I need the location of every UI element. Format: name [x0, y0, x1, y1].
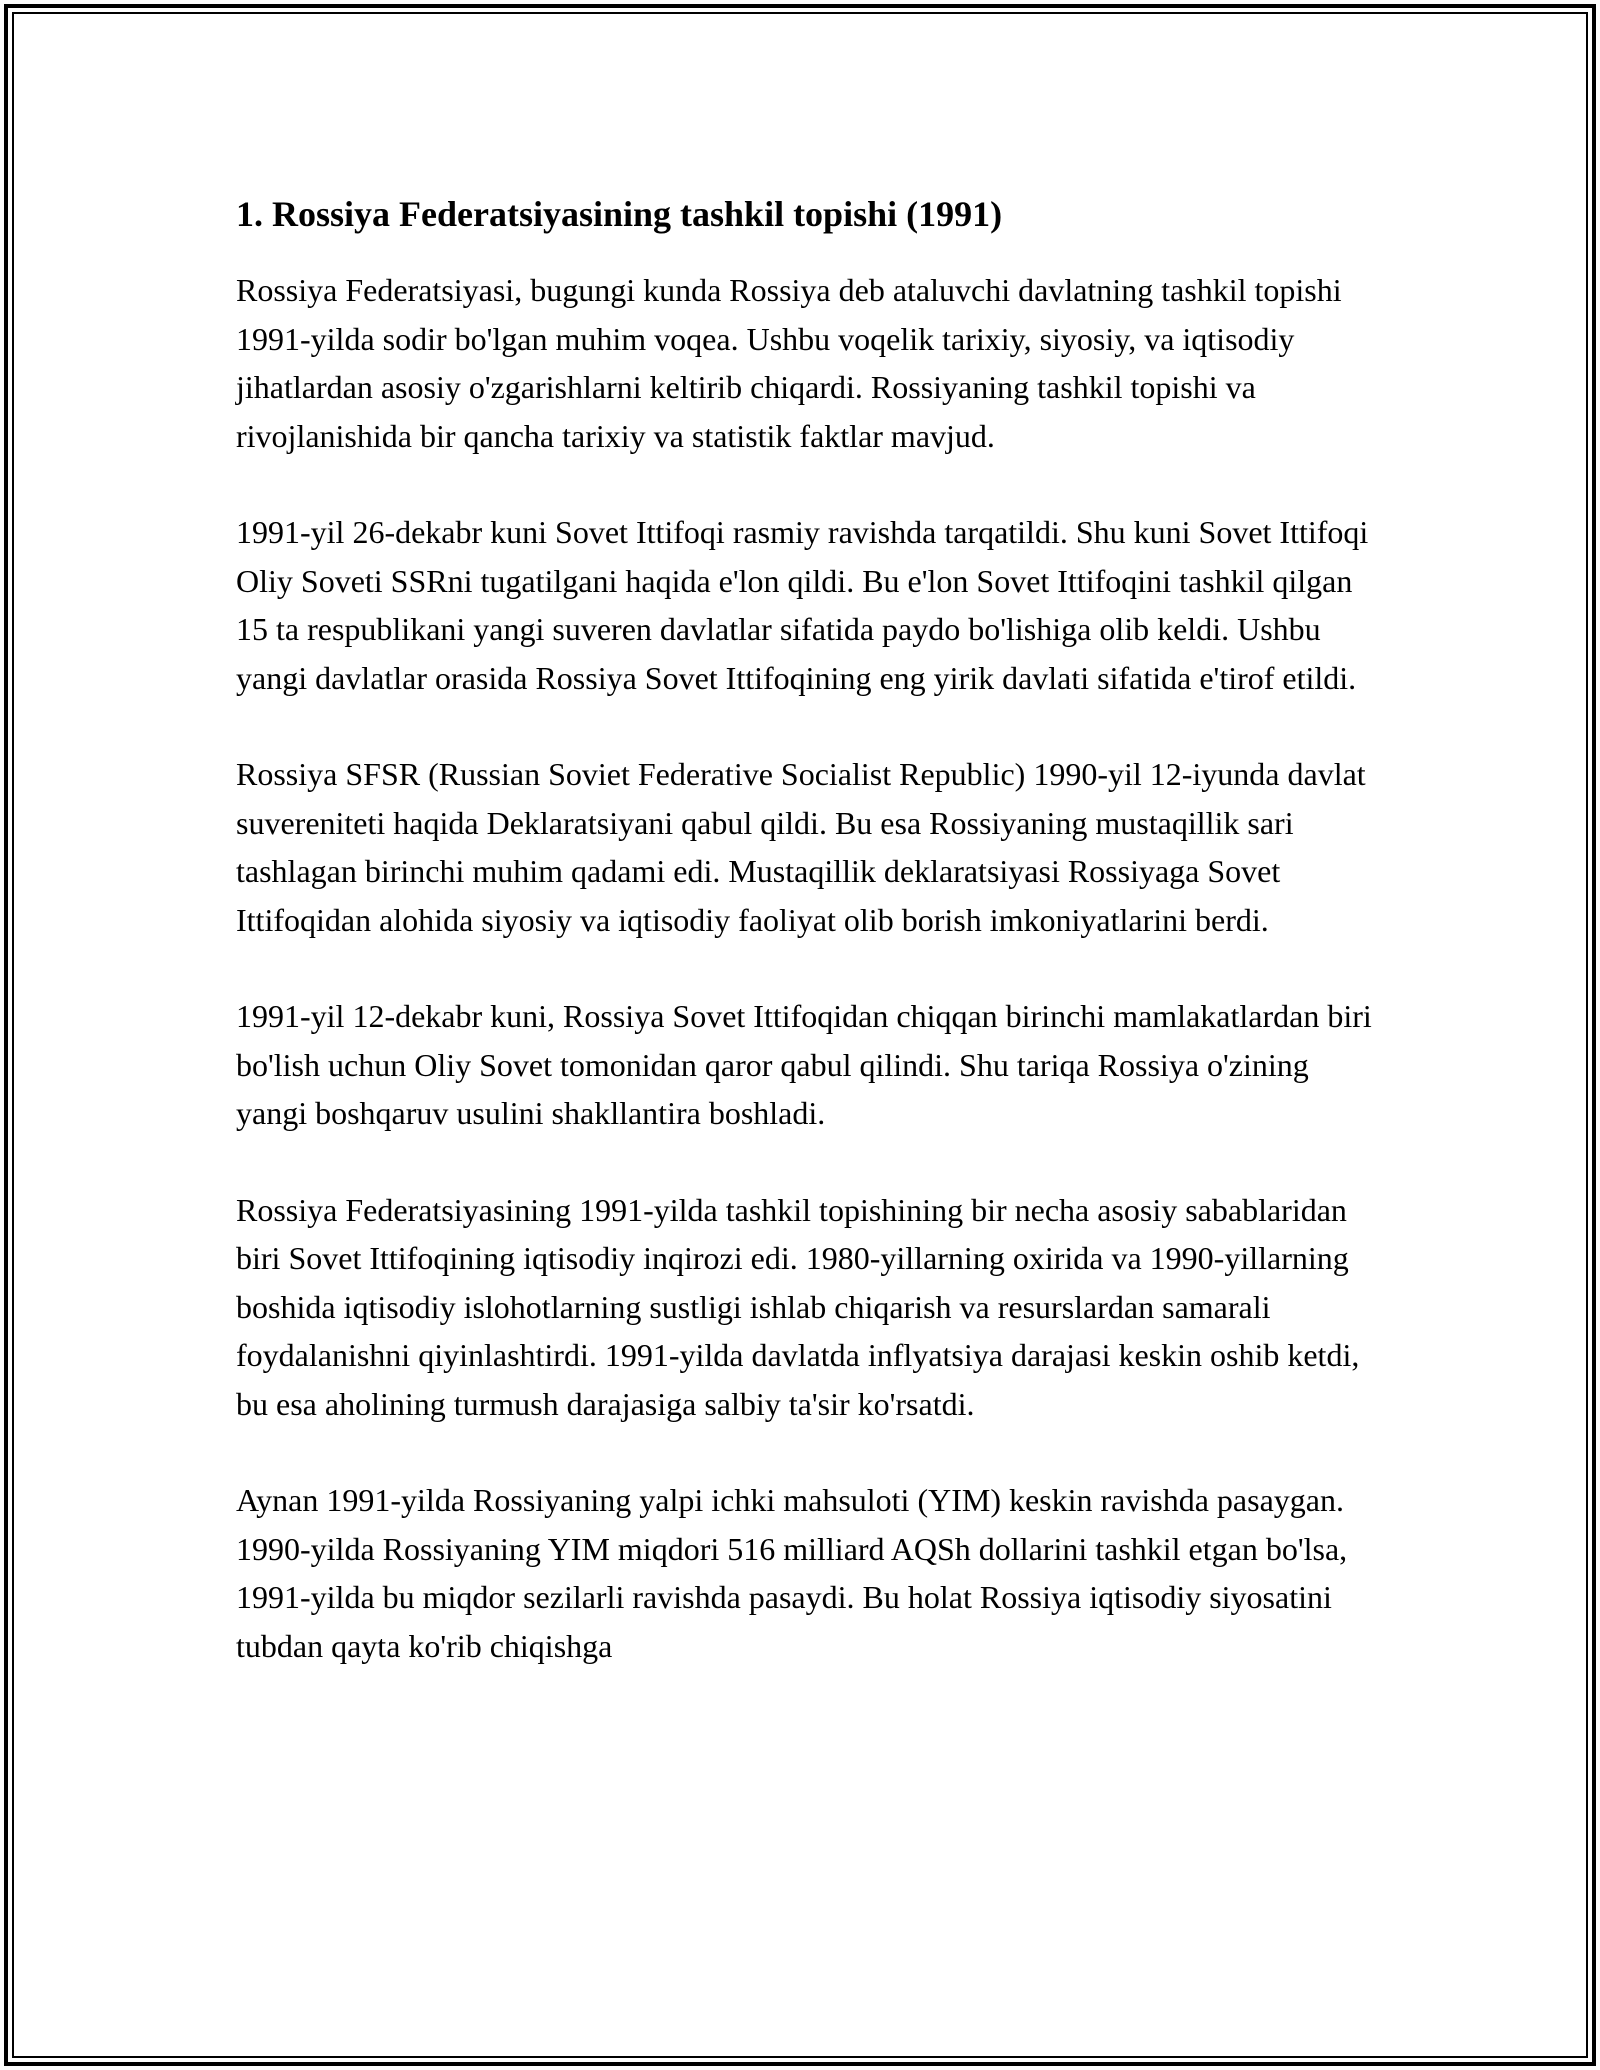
paragraph-6: Aynan 1991-yilda Rossiyaning yalpi ichki mahsuloti (YIM) keskin ravishda pasaygan. 1990-yilda Rossiyaning YIM miqdori 516 milliard AQSh dollarini tashkil etgan bo'lsa, 1991-yilda bu miqdor sezilarli ravishda pasaydi. Bu holat Rossiya iqtisodiy siyosatini tubdan qayta ko'rib chiqishga: [236, 1482, 1348, 1664]
paragraph-5: Rossiya Federatsiyasining 1991-yilda tashkil topishining bir necha asosiy sabablaridan biri Sovet Ittifoqining iqtisodiy inqirozi edi. 1980-yillarning oxirida va 1990-yillarning boshida iqtisodiy islohotlarning sustligi ishlab chiqarish va resurslardan samarali foydalanishni qiyinlashtirdi. 1991-yilda davlatda inflyatsiya darajasi keskin oshib ketdi, bu esa aholining turmush darajasiga salbiy ta'sir ko'rsatdi.: [236, 1191, 1360, 1422]
paragraph-2: 1991-yil 26-dekabr kuni Sovet Ittifoqi rasmiy ravishda tarqatildi. Shu kuni Sovet Ittifoqi Oliy Soveti SSRni tugatilgani haqida e'lon qildi. Bu e'lon Sovet Ittifoqini tashkil qilgan 15 ta respublikani yangi suveren davlatlar sifatida paydo bo'lishiga olib keldi. Ushbu yangi davlatlar orasida Rossiya Sovet Ittifoqining eng yirik davlati sifatida e'tirof etildi.: [236, 514, 1369, 696]
section-heading: 1. Rossiya Federatsiyasining tashkil topishi (1991): [236, 194, 1003, 234]
paragraph-4: 1991-yil 12-dekabr kuni, Rossiya Sovet Ittifoqidan chiqqan birinchi mamlakatlardan biri bo'lish uchun Oliy Sovet tomonidan qaror qabul qilindi. Shu tariqa Rossiya o'zining yangi boshqaruv usulini shakllantira boshladi.: [236, 998, 1372, 1131]
paragraph-3: Rossiya SFSR (Russian Soviet Federative Socialist Republic) 1990-yil 12-iyunda davlat suvereniteti haqida Deklaratsiyani qabul qildi. Bu esa Rossiyaning mustaqillik sari tashlagan birinchi muhim qadami edi. Mustaqillik deklaratsiyasi Rossiyaga Sovet Ittifoqidan alohida siyosiy va iqtisodiy faoliyat olib borish imkoniyatlarini berdi.: [236, 756, 1366, 938]
document-body: [236, 188, 1376, 1718]
paragraph-1: Rossiya Federatsiyasi, bugungi kunda Rossiya deb ataluvchi davlatning tashkil topishi 1991-yilda sodir bo'lgan muhim voqea. Ushbu voqelik tarixiy, siyosiy, va iqtisodiy jihatlardan asosiy o'zgarishlarni keltirib chiqardi. Rossiyaning tashkil topishi va rivojlanishida bir qancha tarixiy va statistik faktlar mavjud.: [236, 272, 1342, 454]
